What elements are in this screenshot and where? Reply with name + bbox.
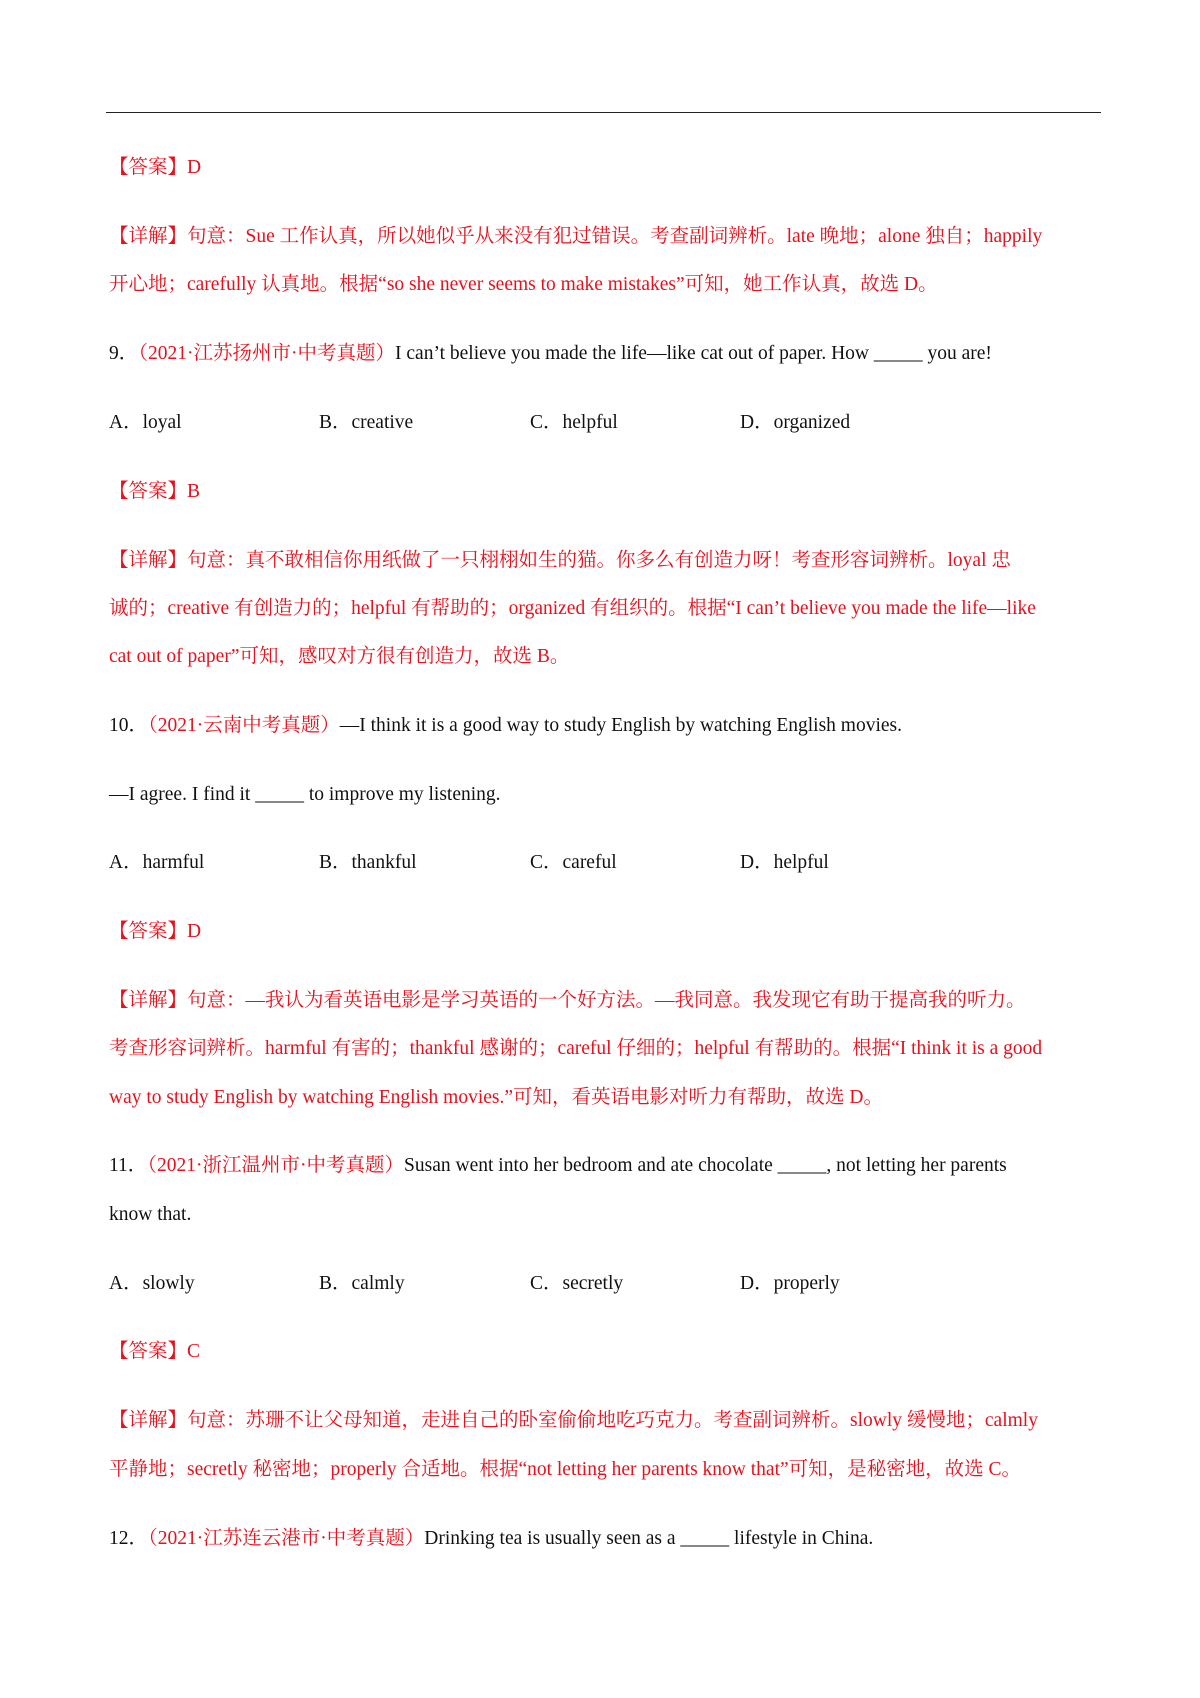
detail-line: 【详解】句意：苏珊不让父母知道，走进自己的卧室偷偷地吃巧克力。考查副词辨析。slowly 缓慢地；calmly <box>109 1410 1038 1431</box>
question-9 <box>109 344 1104 364</box>
option-b: B．thankful <box>319 852 417 873</box>
question-text: Susan went into her bedroom and ate chocolate _____, not letting her parents <box>404 1155 1007 1176</box>
detail-line: 考查形容词辨析。harmful 有害的；thankful 感谢的；careful 仔细的；helpful 有帮助的。根据“I think it is a good <box>109 1038 1043 1059</box>
detail-line: way to study English by watching English movies.”可知，看英语电影对听力有帮助，故选 D。 <box>109 1087 884 1108</box>
question-source: （2021·江苏扬州市·中考真题） <box>138 343 396 364</box>
detail-line: 【详解】句意：Sue 工作认真，所以她似乎从来没有犯过错误。考查副词辨析。late 晚地；alone 独自；happily <box>109 226 1043 247</box>
option-a: A．loyal <box>109 412 182 433</box>
question-number: 12． <box>109 1528 149 1549</box>
question-11 <box>109 1156 1104 1176</box>
answer-label: 【答案】D <box>109 157 202 178</box>
header-rule <box>106 112 1101 113</box>
option-a: A．harmful <box>109 852 205 873</box>
answer-label: 【答案】D <box>109 921 202 942</box>
question-text: Drinking tea is usually seen as a _____ lifestyle in China. <box>424 1528 874 1549</box>
question-number: 9． <box>109 343 139 364</box>
option-b: B．creative <box>319 412 414 433</box>
question-number: 10． <box>109 715 149 736</box>
question-10 <box>109 716 1104 736</box>
question-source: （2021·云南中考真题） <box>148 715 340 736</box>
option-d: D．helpful <box>740 852 829 873</box>
option-d: D．organized <box>740 412 851 433</box>
option-a: A．slowly <box>109 1273 195 1294</box>
question-number: 11． <box>109 1155 148 1176</box>
question-12 <box>109 1529 1104 1549</box>
question-text: I can’t believe you made the life—like cat out of paper. How _____ you are! <box>395 343 992 364</box>
option-b: B．calmly <box>319 1273 405 1294</box>
question-source: （2021·浙江温州市·中考真题） <box>147 1155 405 1176</box>
detail-line: 诚的；creative 有创造力的；helpful 有帮助的；organized 有组织的。根据“I can’t believe you made the life—like <box>109 598 1036 619</box>
option-c: C．secretly <box>530 1273 624 1294</box>
question-text: —I think it is a good way to study English by watching English movies. <box>339 715 902 736</box>
answer-label: 【答案】B <box>109 481 201 502</box>
question-text-line2: —I agree. I find it _____ to improve my listening. <box>109 784 501 805</box>
answer-label: 【答案】C <box>109 1341 201 1362</box>
option-c: C．helpful <box>530 412 618 433</box>
detail-line: 【详解】句意：真不敢相信你用纸做了一只栩栩如生的猫。你多么有创造力呀！考查形容词辨析。loyal 忠 <box>109 550 1011 571</box>
detail-line: 开心地；carefully 认真地。根据“so she never seems to make mistakes”可知，她工作认真，故选 D。 <box>109 274 938 295</box>
option-d: D．properly <box>740 1273 840 1294</box>
detail-line: cat out of paper”可知，感叹对方很有创造力，故选 B。 <box>109 646 570 667</box>
question-text-line2: know that. <box>109 1204 192 1225</box>
option-c: C．careful <box>530 852 617 873</box>
question-source: （2021·江苏连云港市·中考真题） <box>148 1528 425 1549</box>
detail-line: 【详解】句意：—我认为看英语电影是学习英语的一个好方法。—我同意。我发现它有助于提高我的听力。 <box>109 990 1026 1011</box>
detail-line: 平静地；secretly 秘密地；properly 合适地。根据“not letting her parents know that”可知，是秘密地，故选 C。 <box>109 1459 1022 1480</box>
